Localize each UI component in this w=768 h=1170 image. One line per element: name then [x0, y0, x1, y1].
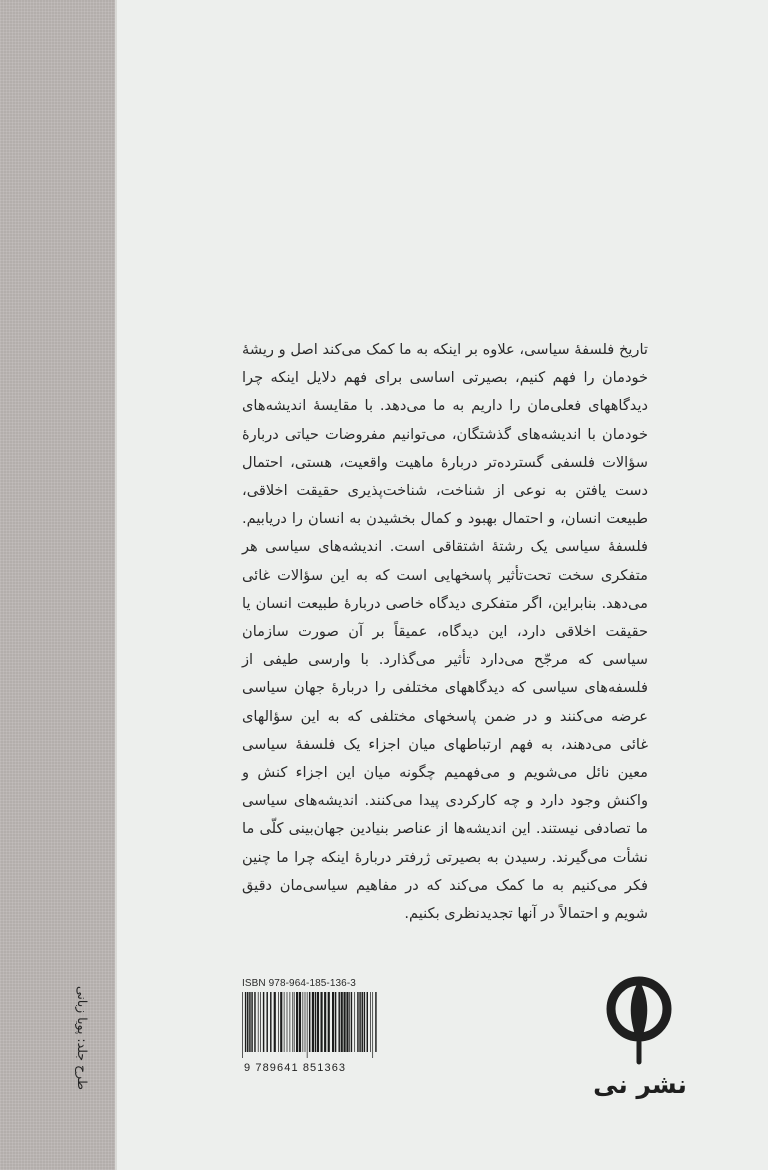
blurb-line: سیاسی که مرجّح می‌دارد تأثیر می‌گذارد. با وارسی طیفی از فلسفه‌های سیاسی که [242, 651, 648, 697]
blurb-line: است که به این سؤالات غائی می‌دهد. بنابراین، اگر متفکری دیدگاه خاصی دربارهٔ [242, 566, 649, 612]
blurb-line: رشتهٔ اشتقاقی است. اندیشه‌های سیاسی هر متفکری سخت تحت‌تأثیر پاسخهایی [242, 538, 648, 584]
blurb-line: تاریخ فلسفهٔ سیاسی، علاوه بر اینکه به ما کمک می‌کند اصل و ریشهٔ خودمان را [242, 341, 649, 387]
blurb-line: به ما می‌دهد. با مقایسهٔ اندیشه‌های خودمان با اندیشه‌های گذشتگان، می‌توانیم [242, 397, 649, 443]
isbn-label: ISBN 978-964-185-136-3 [242, 978, 356, 989]
blurb-line: فهم کنیم، بصیرتی اساسی برای فهم دلایل اینکه چرا دیدگاههای فعلی‌مان را داریم [242, 369, 649, 415]
blurb-line: به بصیرتی ژرفتر دربارهٔ اینکه چرا ما چنین فکر می‌کنیم به ما کمک می‌کند که در [242, 848, 648, 894]
blurb-line: انسان، و احتمال بهبود و کمال بخشیدن به انسان را دریابیم. فلسفهٔ سیاسی یک [242, 510, 648, 556]
blurb-line: نیستند. این اندیشه‌ها از عناصر بنیادین جهان‌بینی کلّی ما نشأت می‌گیرند. رسیدن [242, 820, 648, 866]
blurb-line: مفاهیم سیاسی‌مان دقیق شویم و احتمالاً در آنها تجدیدنظری بکنیم. [242, 876, 648, 923]
blurb-line: طبیعت انسان یا حقیقت اخلاقی دارد، این دیدگاه، عمیقاً بر آن صورت سازمان [242, 594, 648, 641]
isbn-barcode [240, 992, 388, 1058]
blurb-line: دیدگاههای مختلفی را دربارهٔ جهان سیاسی عرضه می‌کنند و در ضمن پاسخهای [242, 679, 649, 725]
back-cover-blurb [242, 336, 648, 928]
blurb-line: فلسفهٔ سیاسی معین نائل می‌شویم و می‌فهمیم چگونه میان این اجزاء کنش و [242, 735, 648, 782]
blurb-line: احتمال دست یافتن به نوعی از شناخت، شناخت‌پذیری حقیقت اخلاقی، طبیعت [242, 453, 649, 528]
cover-designer-credit: طرح جلد: پویا زبانی [75, 986, 90, 1090]
spine-strip [0, 0, 115, 1170]
barcode-digits: 9 789641 851363 [244, 1062, 347, 1074]
blurb-line: واکنش وجود دارد و چه کارکردی پیدا می‌کنند. اندیشه‌های سیاسی ما تصادفی [242, 792, 648, 838]
blurb-line: مفروضات حیاتی دربارهٔ سؤالات فلسفی گسترده‌تر دربارهٔ ماهیت واقعیت، هستی، [242, 425, 648, 471]
blurb-line: مختلفی که به این سؤالهای غائی می‌دهند، به فهم ارتباطهای میان اجزاء یک [242, 707, 648, 753]
publisher-name: نشر نی [593, 1070, 687, 1099]
reed-leaf-in-circle-icon [604, 974, 674, 1066]
